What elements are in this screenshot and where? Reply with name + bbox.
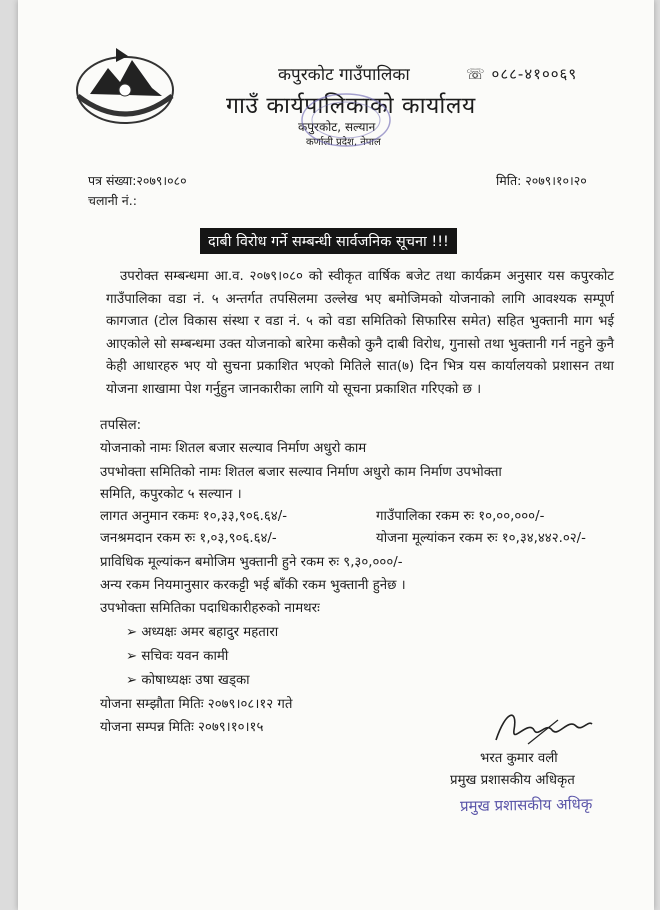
official-treasurer: ➢ कोषाध्यक्षः उषा खड्का [126,673,250,688]
notice-body: उपरोक्त सम्बन्धमा आ.व. २०७९।०८० को स्वीकृत वार्षिक बजेट तथा कार्यक्रम अनुसार यस कपुरकोट गाउँपालिका वडा नं. ५ अन्तर्गत तपसिलमा उल्लेख भए बमोजिमको योजनाको लागि आवश्यक सम्पूर्ण कागजात (टोल विकास संस्था र वडा नं. ५ को वडा समितिको सिफारिस समेत) सहित भुक्तानी माग भई आएकोले सो सम्बन्धमा उक्त योजनाको बारेमा कसैको कुनै दाबी विरोध, गुनासो तथा भुक्तानी गर्न नहुने कुनै केही आधारहरु भए यो सुचना प्रकाशित भएको मितिले सात(७) दिन भित्र यस कार्यालयको प्रशासन तथा योजना शाखामा पेश गर्नुहुन जानकारीका लागि यो सूचना प्रकाशित गरिएको छ । [106,269,614,397]
official-secretary: ➢ सचिवः यवन कामी [126,649,229,664]
completion-date: योजना सम्पन्न मितिः २०७९।१०।१५ [100,720,264,735]
committee-name-line1: उपभोक्ता समितिको नामः शितल बजार सल्याव निर्माण अधुरो काम निर्माण उपभोक्ता [100,465,502,480]
province-line: कर्णाली प्रदेश, नेपाल [306,137,381,148]
phone-number: ☏ ०८८-४१००६९ [466,65,578,83]
letter-number: पत्र संख्या:२०७९।०८० [88,173,187,188]
project-evaluation: योजना मूल्यांकन रकम रुः १०,३४,४४२.०२/- [376,531,586,546]
officials-label: उपभोक्ता समितिका पदाधिकारीहरुको नामथरः [100,601,320,616]
details-label: तपसिल: [100,418,142,433]
municipality-name: कपुरकोट गाउँपालिका [278,65,410,85]
letter-date: मिति: २०७९।१०।२० [496,173,587,188]
office-name: गाउँ कार्यपालिकाको कार्यालय [226,93,476,119]
district-line: कपुरकोट, सल्यान [298,120,376,134]
signatory-title: प्रमुख प्रशासकीय अधिकृत [450,773,575,788]
cost-estimate: लागत अनुमान रकमः १०,३३,९०६.६४/- [100,509,287,524]
notice-title: दाबी विरोध गर्ने सम्बन्धी सार्वजनिक सूचना !!! [200,228,457,254]
public-contribution: जनश्रमदान रकम रुः १,०३,९०६.६४/- [100,531,277,546]
nepal-emblem-icon [70,42,180,126]
official-chairperson: ➢ अध्यक्षः अमर बहादुर महतारा [126,625,279,640]
agreement-date: योजना सम्झौता मितिः २०७९।०८।१२ गते [100,697,293,712]
notice-page [18,0,654,910]
technical-payment: प्राविधिक मूल्यांकन बमोजिम भुक्तानी हुने रकम रुः ९,३०,०००/- [100,555,403,570]
municipal-amount: गाउँपालिका रकम रुः १०,००,०००/- [376,509,545,524]
dispatch-number: चलानी नं.: [88,193,137,208]
committee-name-line2: समिति, कपुरकोट ५ सल्यान । [100,487,242,502]
office-stamp-icon [286,90,406,150]
signatory-name: भरत कुमार वली [480,751,558,766]
designation-stamp: प्रमुख प्रशासकीय अधिकृ [459,794,593,816]
project-name: योजनाको नामः शितल बजार सल्याव निर्माण अधुरो काम [100,441,367,456]
deduction-note: अन्य रकम नियमानुसार करकट्टी भई बाँकी रकम भुक्तानी हुनेछ । [100,578,406,593]
